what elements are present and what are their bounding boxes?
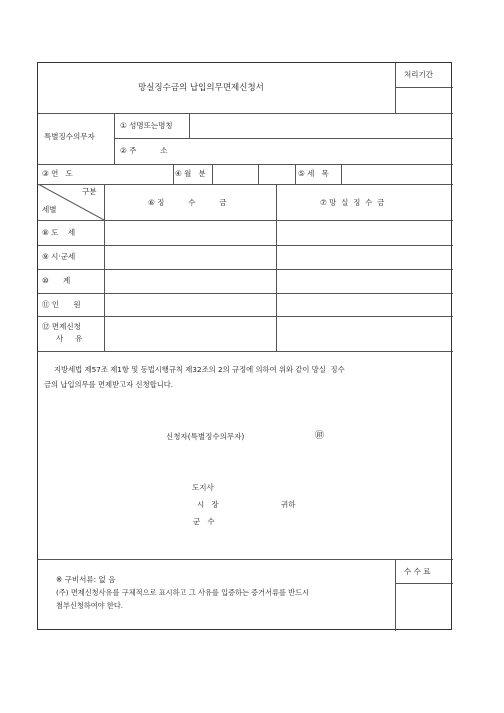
- divider: [38, 293, 453, 294]
- note-line2: 첨부신청하여야 한다.: [56, 601, 124, 610]
- divider: [38, 245, 453, 246]
- processing-period-label: 처리기간: [404, 70, 433, 79]
- fee-label: 수 수 료: [404, 567, 431, 576]
- divider: [395, 87, 453, 88]
- year-field[interactable]: [114, 165, 172, 183]
- divider: [104, 184, 105, 351]
- addressee-gwiha: 귀하: [281, 500, 296, 509]
- addressee-county: 군 수: [193, 517, 215, 526]
- form-title: 망실징수금의 납입의무면제신청서: [138, 83, 264, 93]
- seal-mark: ㊞: [315, 431, 325, 441]
- tax-item-field[interactable]: [342, 165, 452, 183]
- address-field[interactable]: [115, 139, 452, 163]
- addressee-governor: 도지사: [192, 483, 214, 492]
- note-documents: ※ 구비서류: 없 음: [56, 575, 116, 584]
- divider: [38, 559, 453, 560]
- col-lost-amount: ⑦ 망 실 징 수 금: [320, 198, 385, 207]
- divider: [38, 269, 453, 270]
- statement-line1: 지방세법 제57조 제1항 및 동법시행규칙 제32조의 2의 규정에 의하여 위와 같이 망실 징수: [54, 365, 345, 374]
- divider: [173, 164, 174, 184]
- statement-line2: 금의 납입의무를 면제받고자 신청합니다.: [44, 380, 174, 389]
- divider: [295, 164, 296, 184]
- divider: [395, 559, 396, 631]
- address-label: ② 주 소: [120, 146, 168, 155]
- exemption-application-form: [37, 62, 452, 630]
- divider: [395, 63, 396, 113]
- divider: [38, 351, 453, 352]
- row-reason-line1: ⑫ 면제신청: [42, 322, 81, 331]
- header-semok: 세별: [42, 205, 57, 214]
- divider: [395, 583, 453, 584]
- row-city-county-tax: ⑨ 시·군세: [42, 252, 76, 261]
- applicant-label: 신청자(특별징수의무자): [166, 432, 245, 441]
- row-total: ⑩ 계: [42, 276, 71, 285]
- withholding-agent-label: 특별징수의무자: [44, 132, 95, 141]
- divider: [38, 220, 453, 221]
- row-reason-line2: 사 유: [56, 334, 83, 343]
- note-line1: (주) 면제신청사유를 구체적으로 표시하고 그 사유를 입증하는 증거서류를 반드시: [56, 588, 310, 597]
- name-label: ① 성명또는명칭: [120, 121, 173, 130]
- addressee-mayor: 시 장: [197, 500, 219, 509]
- tax-item-label: ⑤ 세 목: [298, 169, 329, 178]
- month-field[interactable]: [213, 165, 257, 183]
- header-gubun: 구분: [82, 187, 97, 196]
- row-persons: ⑪ 인 원: [42, 300, 81, 309]
- year-label: ③ 연 도: [42, 169, 73, 178]
- divider: [38, 316, 453, 317]
- col-collected-amount: ⑥ 징 수 금: [148, 198, 227, 207]
- name-field[interactable]: [190, 114, 452, 137]
- divider: [276, 184, 277, 351]
- month-label: ④ 월 분: [175, 169, 206, 178]
- divider: [258, 164, 259, 184]
- row-provincial-tax: ⑧ 도 세: [42, 228, 76, 237]
